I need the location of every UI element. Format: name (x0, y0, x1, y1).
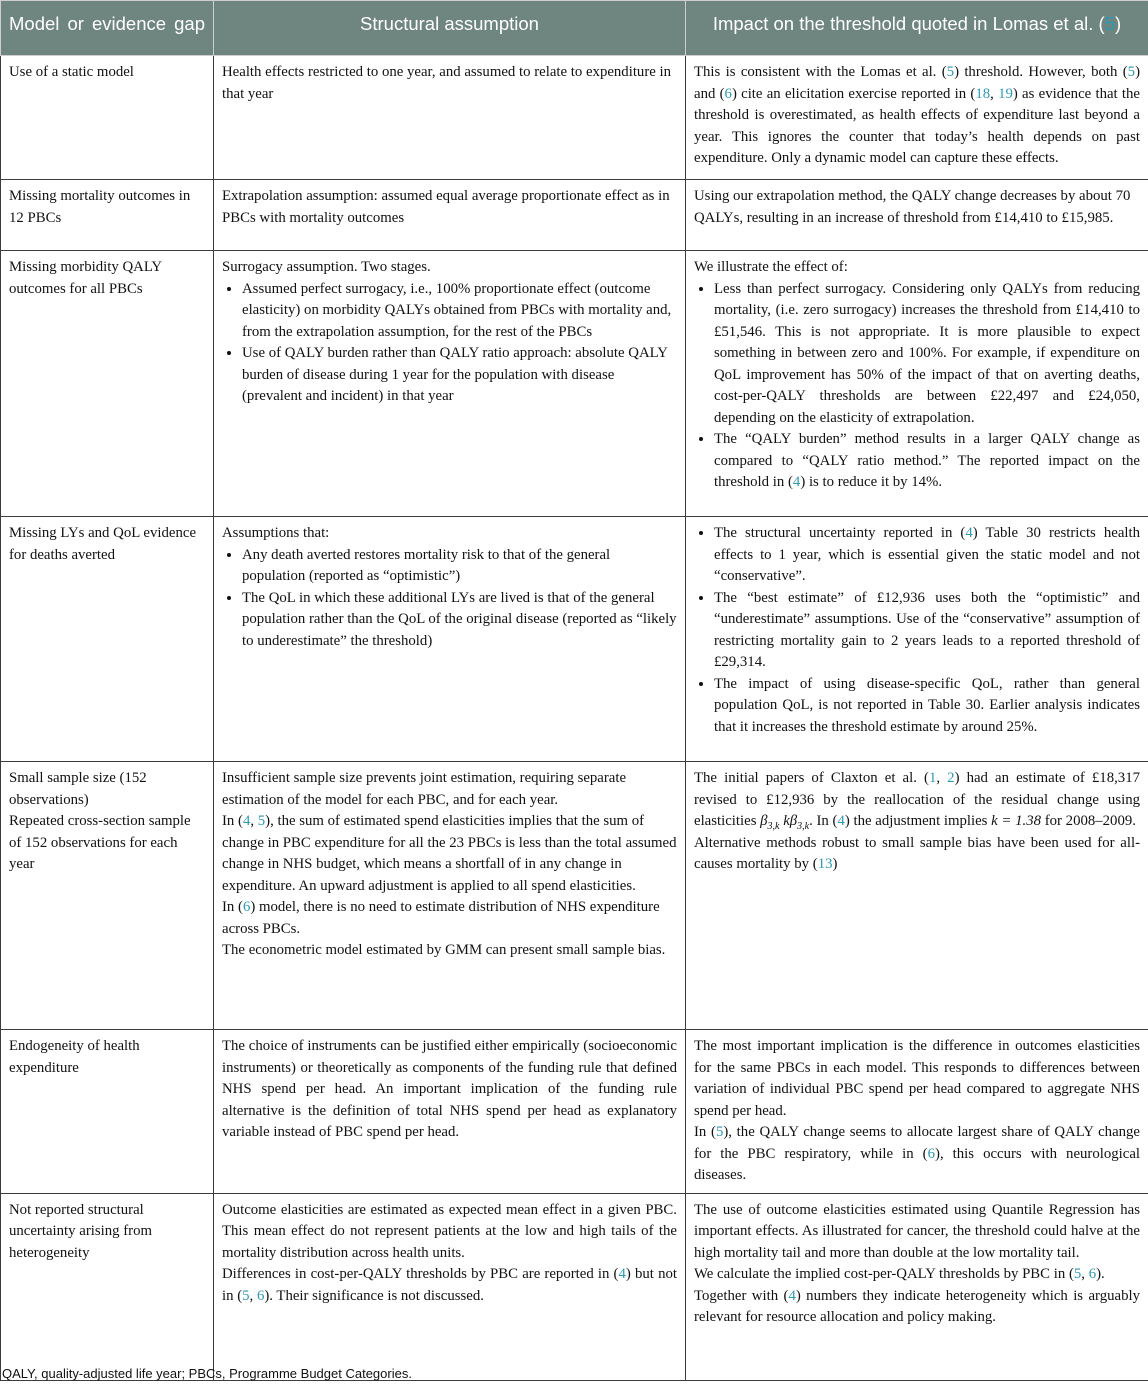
impact-cell (686, 1193, 1148, 1380)
ref-link[interactable]: 4 (837, 813, 845, 829)
ref-link[interactable]: 4 (792, 474, 801, 490)
table-row (1, 1193, 1148, 1380)
bullet-list (222, 545, 677, 653)
text: Differences in cost-per-QALY thresholds by PBC are reported in ( (222, 1266, 619, 1282)
math-beta (760, 813, 780, 832)
ref-link[interactable]: 5 (1073, 1266, 1082, 1282)
ref-link[interactable]: 2 (947, 770, 955, 786)
paragraph (694, 1122, 1140, 1187)
text: This is consistent with the Lomas et al. ( (694, 64, 947, 80)
ref-link[interactable]: 4 (788, 1287, 796, 1304)
table-row (1, 180, 1148, 251)
list-item: • The “best estimate” of £12,936 uses both the “optimistic” and “underestimate” assumptions. Use of the “conservative” assumption of restricting mortality gain to 2 years leads to a reported threshold of £29,314. (714, 588, 1140, 674)
paragraph: Insufficient sample size prevents joint estimation, requiring separate estimation of the model for each PBC, and for each year. (222, 770, 627, 808)
paragraph (222, 1264, 677, 1307)
list-item: • Any death averted restores mortality risk to that of the general population (reported as “optimistic”) (242, 545, 677, 588)
text: In ( (222, 899, 243, 915)
impact-cell (686, 251, 1148, 517)
text: ). Their significance is not discussed. (264, 1287, 484, 1304)
list-item: • Less than perfect surrogacy. Considering only QALYs from reducing mortality, (i.e. zero surrogacy) increases the threshold from £14,410 to £51,546. This is not appropriate. It is more plausible to expect something in between zero and 100%. For example, if expenditure on QoL improvement has 50% of the impact of that on averting deaths, cost-per-QALY thresholds are between £22,497 and £24,050, depending on the elasticity of extrapolation. (714, 279, 1140, 430)
impact-cell (686, 517, 1148, 762)
text: ) but not in ( (222, 1266, 677, 1304)
bullet-list (222, 279, 677, 408)
math-k-value: k = 1.38 (991, 813, 1042, 829)
paragraph (694, 768, 1140, 833)
table-row (1, 56, 1148, 180)
text: ) (832, 856, 838, 872)
text: ) Table 30 restricts health effects to 1 year, which is essential given the static model and not “conservative”. (714, 525, 1141, 584)
ref-link[interactable]: 18 (975, 85, 991, 102)
math-subscript: 3,k (797, 820, 810, 832)
math-base: kβ (783, 813, 798, 829)
text: ). (1096, 1266, 1105, 1282)
gap-cell: Endogeneity of health expenditure (1, 1030, 214, 1194)
text: The “QALY burden” method results in a larger QALY change as compared to “QALY ratio method.” The reported impact on the threshold in ( (714, 431, 1140, 490)
ref-link[interactable]: 5 (257, 813, 266, 829)
list-item: • Assumed perfect surrogacy, i.e., 100% proportionate effect (outcome elasticity) on morbidity QALYs obtained from PBCs with mortality and, from the extrapolation assumption, for the rest of the PBCs (242, 279, 677, 344)
text: The structural uncertainty reported in ( (714, 525, 966, 541)
ref-link[interactable]: 5 (242, 1287, 250, 1304)
header-structural-assumption: Structural assumption (214, 1, 686, 56)
assumption-cell (214, 517, 686, 762)
text: The initial papers of Claxton et al. ( (694, 770, 929, 786)
impact-cell: Using our extrapolation method, the QALY change decreases by about 70 QALYs, resulting in an increase of threshold from £14,410 to £15,985. (686, 180, 1148, 251)
ref-link[interactable]: 6 (256, 1287, 265, 1304)
text: for 2008–2009. (1041, 813, 1136, 829)
math-base: β (760, 813, 768, 829)
paragraph (222, 811, 677, 897)
header-model-gap: Model or evidence gap (1, 1, 214, 56)
list-item: • The impact of using disease-specific QoL, rather than general population QoL, is not reported in Table 30. Earlier analysis indicates that it increases the threshold estimate by around 25%. (714, 674, 1140, 739)
paragraph (694, 833, 1140, 876)
list-item (714, 429, 1140, 494)
table-row (1, 1030, 1148, 1194)
table-row (1, 762, 1148, 1030)
header-row (1, 1, 1148, 56)
paragraph (694, 1264, 1140, 1286)
paragraph: The use of outcome elasticities estimated using Quantile Regression has important effects. As illustrated for cancer, the threshold could halve at the high mortality tail and more than double at the low mortality tail. (694, 1201, 1140, 1261)
text: . In ( (809, 813, 838, 829)
math-subscript: 3,k (767, 820, 780, 832)
text: ) numbers they indicate heterogeneity which is arguably relevant for resource allocation and policy making. (694, 1287, 1140, 1325)
text: Alternative methods robust to small sample bias have been used for all-causes mortality by ( (694, 834, 1140, 872)
bullet-list (694, 523, 1140, 738)
ref-link[interactable]: 13 (817, 856, 833, 872)
ref-link[interactable]: 5 (1104, 13, 1115, 34)
ref-link[interactable]: 6 (1088, 1266, 1097, 1282)
table-footnote: QALY, quality-adjusted life year; PBCs, Programme Budget Categories. (2, 1366, 412, 1381)
assumption-cell (214, 762, 686, 1030)
gap-cell: Use of a static model (1, 56, 214, 180)
ref-link[interactable]: 5 (1127, 64, 1136, 80)
ref-link[interactable]: 4 (965, 525, 973, 541)
assumption-cell (214, 1193, 686, 1380)
paragraph: Surrogacy assumption. Two stages. (222, 259, 431, 275)
text: ) had an estimate of £18,317 revised to £12,936 by the reallocation of the residual change using elasticities (694, 770, 1140, 829)
ref-link[interactable]: 6 (724, 85, 732, 102)
assumption-cell (214, 251, 686, 517)
header-impact-close: ) (1114, 13, 1122, 34)
text: In ( (694, 1124, 716, 1140)
paragraph: Small sample size (152 observations) (9, 770, 147, 808)
text: , (936, 770, 948, 786)
ref-link[interactable]: 5 (715, 1124, 724, 1140)
gap-cell: Missing morbidity QALY outcomes for all PBCs (1, 251, 214, 517)
text: ) threshold. However, both ( (954, 64, 1128, 80)
impact-cell (686, 762, 1148, 1030)
text: , (990, 85, 999, 102)
text: , (1081, 1266, 1089, 1282)
paragraph (694, 1286, 1140, 1329)
text: ), the sum of estimated spend elasticities implies that the sum of change in PBC expenditure for all the 23 PBCs is less than the total assumed change in NHS budget, which means a shortfall of in any change in expenditure. An upward adjustment is applied to all spend elasticities. (222, 813, 677, 894)
paragraph: Assumptions that: (222, 525, 330, 541)
ref-link[interactable]: 6 (242, 899, 251, 915)
text: ) and ( (694, 64, 1140, 102)
paragraph: Outcome elasticities are estimated as expected mean effect in a given PBC. This mean effect do not represent patients at the low and high tails of the mortality distribution across health units. (222, 1201, 677, 1261)
list-item (714, 523, 1140, 588)
text: , (250, 813, 258, 829)
assumption-cell: Extrapolation assumption: assumed equal average proportionate effect as in PBCs with mortality outcomes (214, 180, 686, 251)
text: , (249, 1287, 257, 1304)
text: We calculate the implied cost-per-QALY thresholds by PBC in ( (694, 1266, 1074, 1282)
text: Together with ( (694, 1287, 789, 1304)
text: ), the QALY change seems to allocate largest share of QALY change for the PBC respiratory, while in ( (694, 1124, 1141, 1162)
header-impact-threshold (686, 1, 1148, 56)
text: ), this occurs with neurological diseases. (694, 1145, 1141, 1183)
ref-link[interactable]: 19 (998, 85, 1013, 102)
table-row (1, 517, 1148, 762)
paragraph (222, 897, 677, 940)
gap-cell: Missing mortality outcomes in 12 PBCs (1, 180, 214, 251)
paragraph: The econometric model estimated by GMM can present small sample bias. (222, 942, 666, 958)
text: ) is to reduce it by 14%. (800, 474, 943, 490)
list-item: • Use of QALY burden rather than QALY ratio approach: absolute QALY burden of disease during 1 year for the population with disease (prevalent and incident) in that year (242, 343, 677, 408)
ref-link[interactable]: 6 (927, 1145, 936, 1162)
gap-cell: Not reported structural uncertainty arising from heterogeneity (1, 1193, 214, 1380)
paragraph: We illustrate the effect of: (694, 259, 848, 275)
ref-link[interactable]: 5 (946, 64, 955, 80)
gap-cell (1, 762, 214, 1030)
gap-cell: Missing LYs and QoL evidence for deaths averted (1, 517, 214, 762)
paragraph: Repeated cross-section sample of 152 observations for each year (9, 813, 191, 872)
text: ) as evidence that the threshold is overestimated, as health effects of expenditure last beyond a year. This ignores the counter that today’s health depends on past expenditure. Only a dynamic model can capture these effects. (694, 85, 1140, 166)
list-item: • The QoL in which these additional LYs are lived is that of the general population rather than the QoL of the original disease (reported as “likely to underestimate” the threshold) (242, 588, 677, 653)
table-row (1, 251, 1148, 517)
impact-cell (686, 1030, 1148, 1194)
assumption-cell: The choice of instruments can be justified either empirically (socioeconomic instruments) or theoretically as components of the funding rule that defined NHS spend per head. An important implication of the funding rule alternative is the definition of total NHS spend per head as explanatory variable instead of PBC spend per head. (214, 1030, 686, 1194)
assumption-cell: Health effects restricted to one year, and assumed to relate to expenditure in that year (214, 56, 686, 180)
text: ) the adjustment implies (844, 813, 992, 829)
ref-link[interactable]: 4 (242, 813, 251, 829)
ref-link[interactable]: 1 (928, 770, 937, 786)
header-impact-text: Impact on the threshold quoted in Lomas et al. ( (712, 13, 1105, 34)
text: ) cite an elicitation exercise reported in ( (731, 85, 976, 102)
text: In ( (222, 813, 243, 829)
impact-cell (686, 56, 1148, 180)
ref-link[interactable]: 4 (618, 1266, 626, 1282)
paragraph: The most important implication is the difference in outcomes elasticities for the same PBCs in each model. This responds to differences between variation of individual PBC spend per head compared to aggregate NHS spend per head. (694, 1038, 1140, 1119)
math-k-beta (783, 813, 810, 832)
text: ) model, there is no need to estimate distribution of NHS expenditure across PBCs. (222, 899, 660, 937)
bullet-list (694, 279, 1140, 494)
